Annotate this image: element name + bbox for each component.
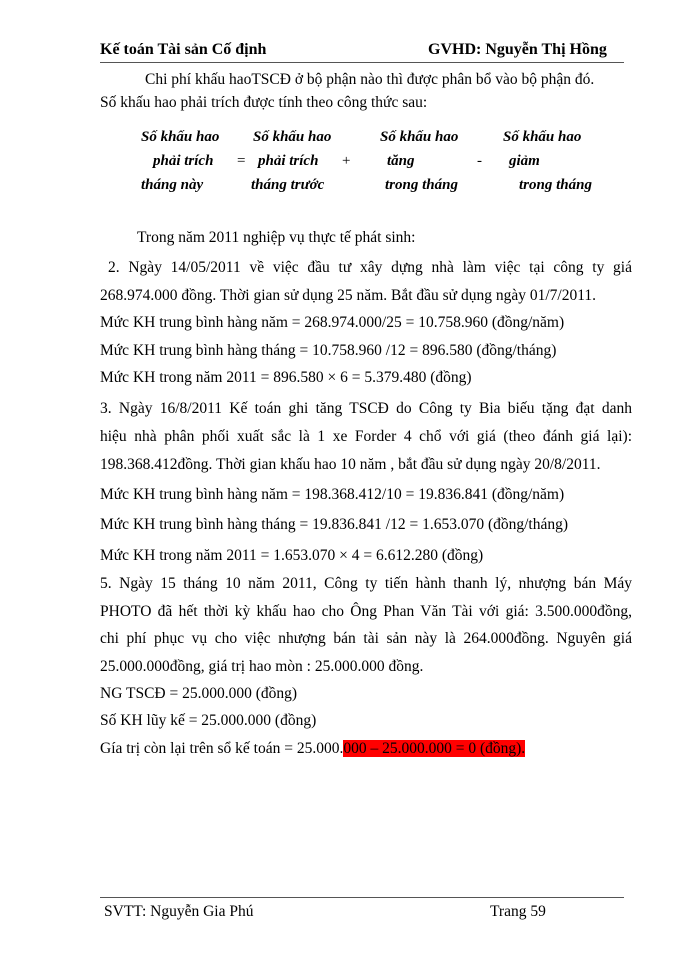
- item5-line: chi phí phục vụ cho việc nhượng bán tài sản này là 264.000đồng. Nguyên giá: [100, 630, 632, 647]
- item3-line: 3. Ngày 16/8/2011 Kế toán ghi tăng TSCĐ do Công ty Bia biếu tặng đạt danh: [100, 400, 632, 417]
- formula-term2-l1: Số khấu hao: [253, 129, 332, 145]
- item2-line: Mức KH trong năm 2011 = 896.580 × 6 = 5.379.480 (đồng): [100, 369, 472, 386]
- formula-term2-l2: phải trích: [258, 153, 319, 169]
- intro-line-2: Số khấu hao phải trích được tính theo công thức sau:: [100, 94, 428, 111]
- formula-term1-l2: phải trích: [153, 153, 214, 169]
- footer-divider: [100, 897, 624, 898]
- header-title: Kế toán Tài sản Cố định: [100, 41, 267, 58]
- header-divider: [100, 62, 624, 63]
- formula-term3-l1: Số khấu hao: [380, 129, 459, 145]
- residual-highlighted: 000 – 25.000.000 = 0 (đồng).: [343, 740, 526, 757]
- formula-term2-l3: tháng trước: [251, 177, 325, 193]
- formula-term4-l1: Số khấu hao: [503, 129, 582, 145]
- item3-line: 198.368.412đồng. Thời gian khấu hao 10 năm , bắt đầu sử dụng ngày 20/8/2011.: [100, 456, 601, 473]
- formula-term4-l3: trong tháng: [519, 177, 592, 193]
- footer-student: SVTT: Nguyễn Gia Phú: [104, 903, 254, 920]
- formula-term1-l3: tháng này: [141, 177, 204, 193]
- item3-line: Mức KH trung bình hàng tháng = 19.836.841 /12 = 1.653.070 (đồng/tháng): [100, 516, 569, 533]
- item5-line: Số KH lũy kế = 25.000.000 (đồng): [100, 712, 317, 729]
- formula-plus: +: [342, 153, 351, 169]
- item2-line: 268.974.000 đồng. Thời gian sử dụng 25 năm. Bắt đầu sử dụng ngày 01/7/2011.: [100, 287, 596, 304]
- header-instructor: GVHD: Nguyễn Thị Hồng: [428, 41, 607, 58]
- item5-line: PHOTO đã hết thời kỳ khấu hao cho Ông Phan Văn Tài với giá: 3.500.000đồng,: [100, 603, 632, 620]
- section-intro: Trong năm 2011 nghiệp vụ thực tế phát sinh:: [137, 229, 416, 246]
- item5-line: NG TSCĐ = 25.000.000 (đồng): [100, 685, 298, 702]
- residual-value-line: [100, 740, 632, 758]
- item5-line: 5. Ngày 15 tháng 10 năm 2011, Công ty tiến hành thanh lý, nhượng bán Máy: [100, 575, 632, 592]
- formula-term3-l3: trong tháng: [385, 177, 458, 193]
- intro-line-1: Chi phí khấu haoTSCĐ ở bộ phận nào thì được phân bổ vào bộ phận đó.: [145, 71, 595, 88]
- item3-line: Mức KH trung bình hàng năm = 198.368.412/10 = 19.836.841 (đồng/năm): [100, 486, 565, 503]
- formula-minus: -: [477, 153, 482, 169]
- item2-line: Mức KH trung bình hàng năm = 268.974.000/25 = 10.758.960 (đồng/năm): [100, 314, 565, 331]
- formula-term1-l1: Số khấu hao: [141, 129, 220, 145]
- residual-plain: Gía trị còn lại trên sổ kế toán = 25.000.: [100, 740, 344, 757]
- page-number: Trang 59: [490, 903, 546, 920]
- item2-line: Mức KH trung bình hàng tháng = 10.758.960 /12 = 896.580 (đồng/tháng): [100, 342, 557, 359]
- formula-term3-l2: tăng: [387, 153, 415, 169]
- formula-term4-l2: giảm: [509, 153, 540, 169]
- item3-line: hiệu nhà phân phối xuất sắc là 1 xe Forder 4 chổ với giá (theo đánh giá lại):: [100, 428, 632, 445]
- item2-line: 2. Ngày 14/05/2011 về việc đầu tư xây dựng nhà làm việc tại công ty giá: [108, 259, 632, 276]
- item3-line: Mức KH trong năm 2011 = 1.653.070 × 4 = 6.612.280 (đồng): [100, 547, 484, 564]
- item5-line: 25.000.000đồng, giá trị hao mòn : 25.000.000 đồng.: [100, 658, 424, 675]
- formula-equals: =: [237, 153, 246, 169]
